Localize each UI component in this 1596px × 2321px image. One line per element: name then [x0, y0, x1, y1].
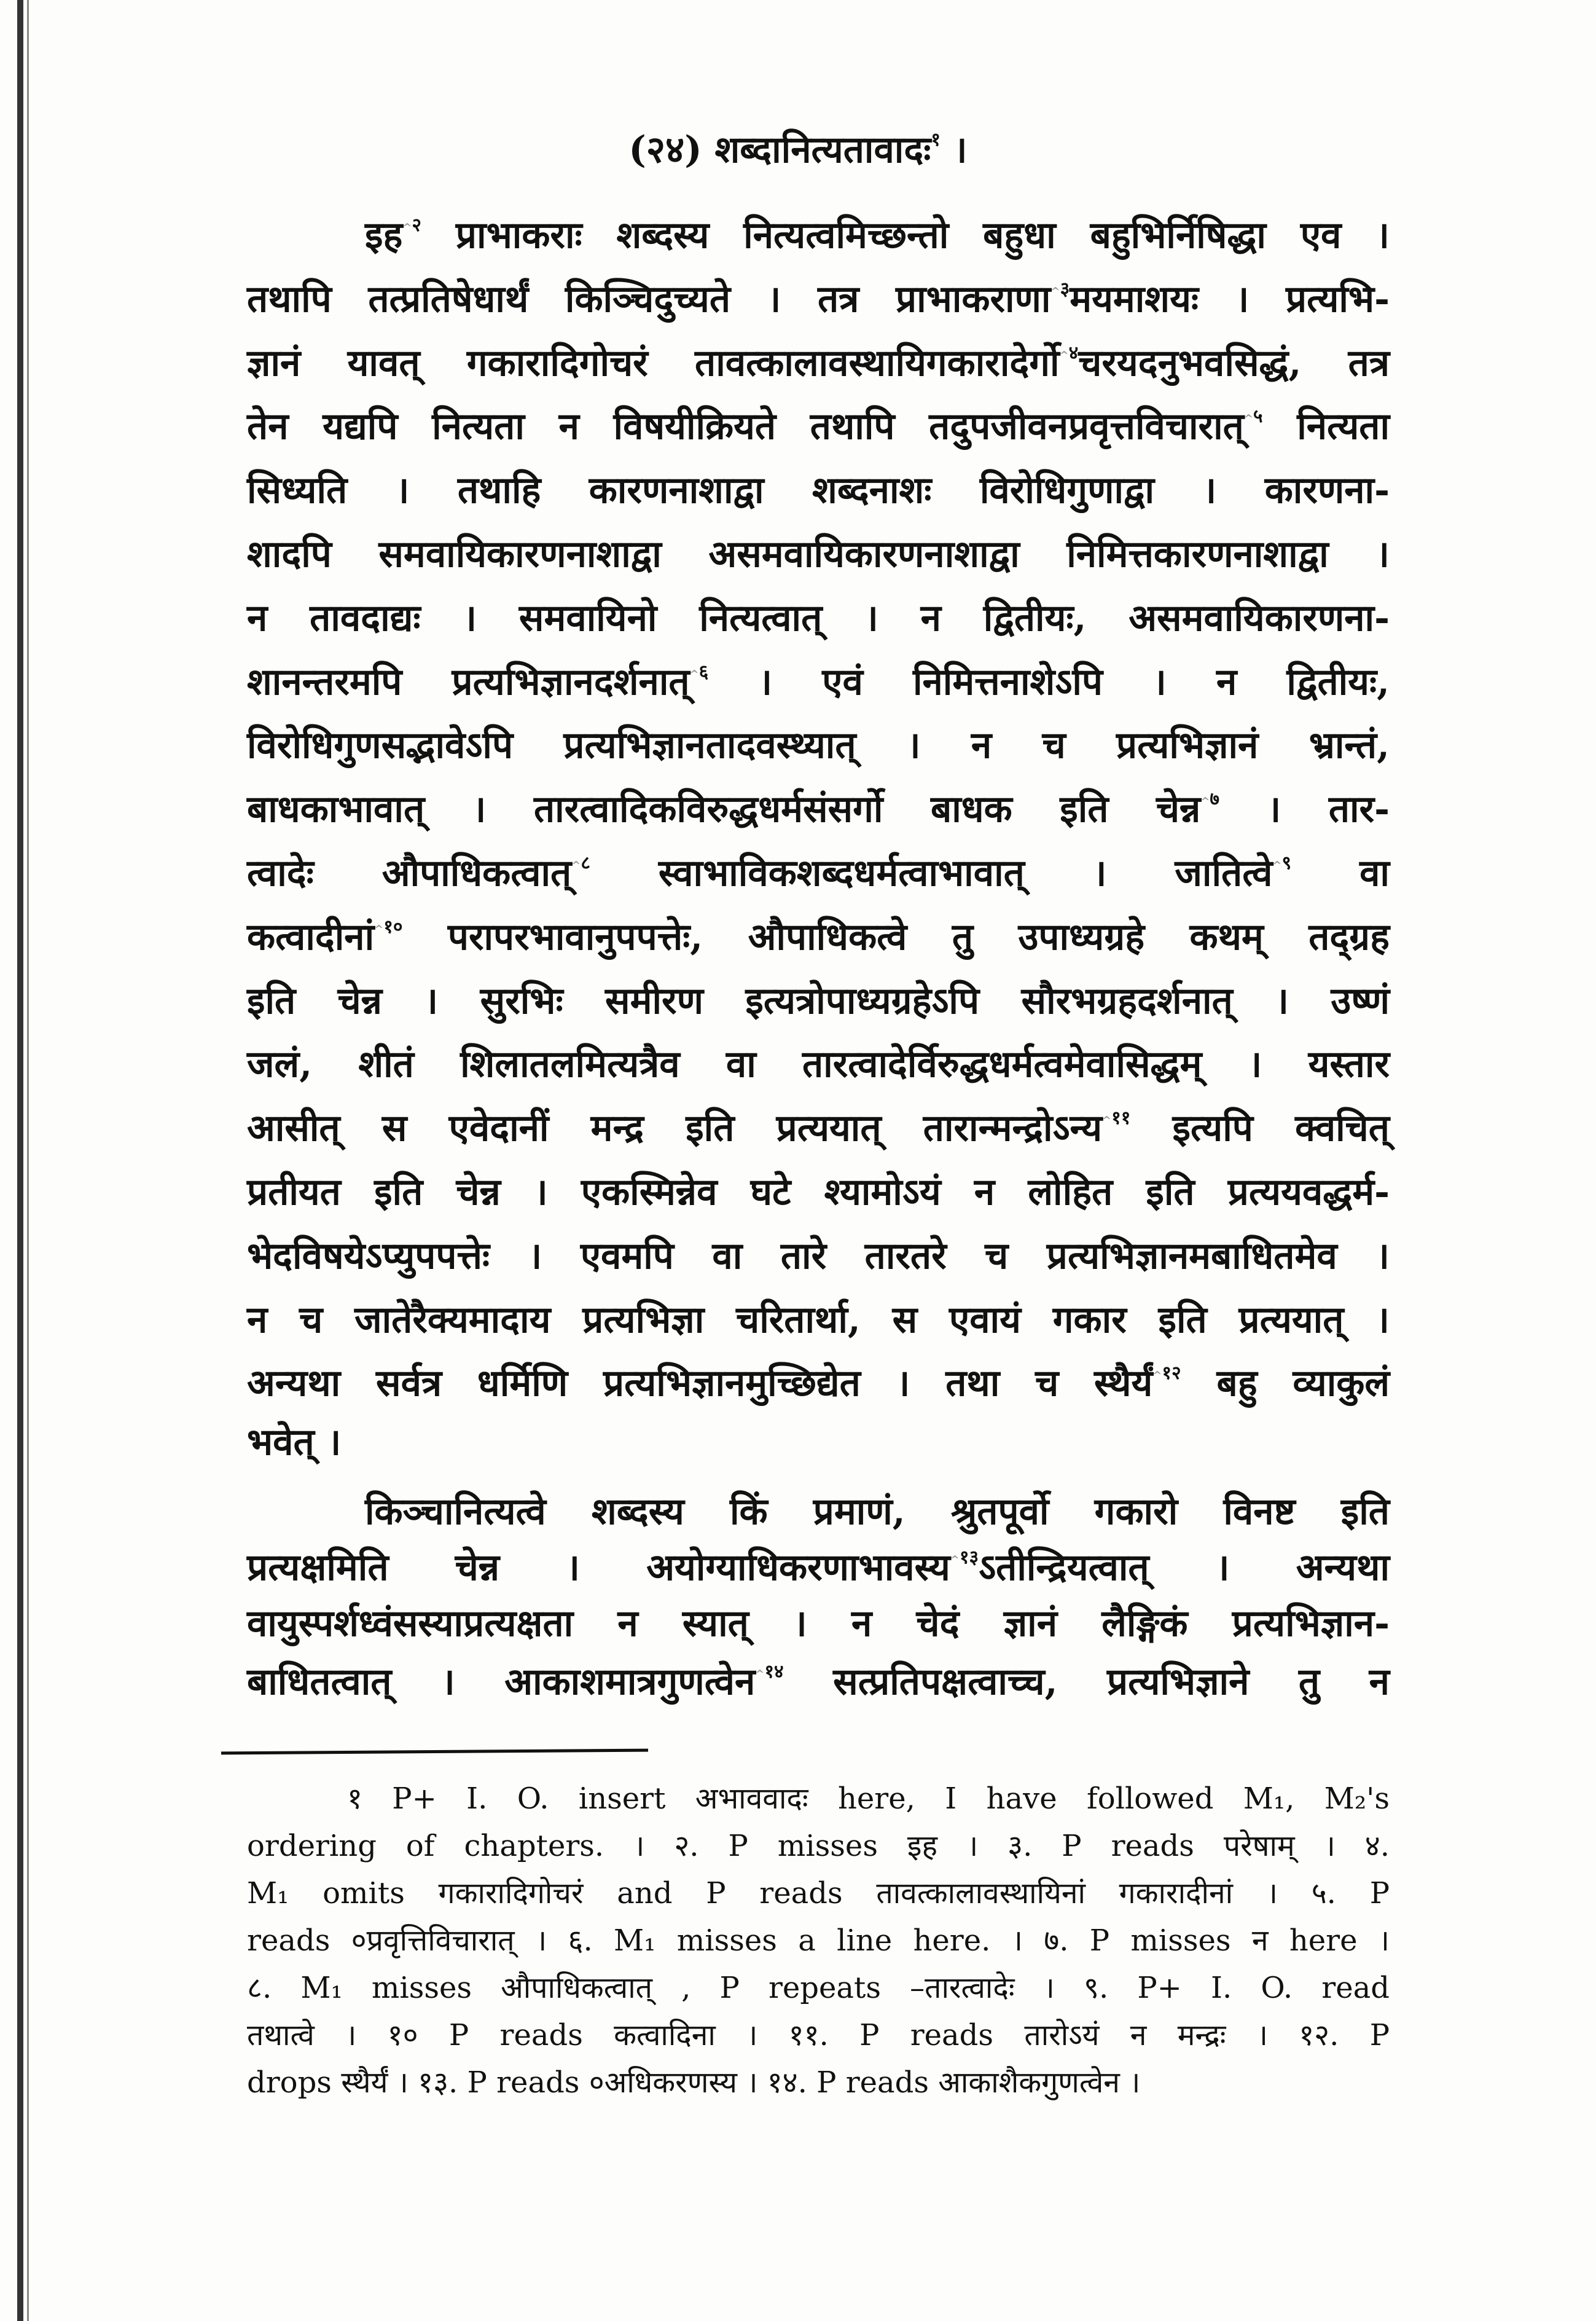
- scan-edge-line: [27, 0, 29, 2321]
- text-segment: । एवं निमित्तनाशेऽपि । न द्वितीयः,: [708, 660, 1390, 704]
- chapter-title: [0, 123, 1596, 173]
- footnote-ref: ^४: [1059, 342, 1079, 364]
- text-segment: वा: [1291, 852, 1390, 895]
- danda: ।: [953, 128, 968, 171]
- footnote-ref: ^३: [1050, 278, 1070, 300]
- text-line: [247, 272, 1390, 327]
- text-segment: प्रतीयत इति चेन्न । एकस्मिन्नेव घटे श्यामोऽयं न लोहित इति प्रत्ययवद्धर्म-: [247, 1171, 1390, 1214]
- text-segment: तेन यद्यपि नित्यता न विषयीक्रियते तथापि तदुपजीवनप्रवृत्तविचारात्: [247, 405, 1244, 449]
- text-segment: बहु व्याकुलं: [1181, 1362, 1390, 1405]
- footnote-ref: ^१३: [950, 1547, 979, 1568]
- text-line: [247, 1101, 1390, 1156]
- footnote-line: M₁ omits गकारादिगोचरं and P reads तावत्कालावस्थायिनां गकारादीनां । ५. P: [247, 1876, 1390, 1911]
- footnote-ref: ^१२: [1152, 1362, 1181, 1384]
- text-line: [247, 846, 1390, 901]
- footnote-line: तथात्वे । १० P reads कत्वादिना । ११. P reads तारोऽयं न मन्द्रः । १२. P: [247, 2018, 1390, 2052]
- text-line: [247, 1037, 1390, 1092]
- text-line: [247, 1596, 1390, 1651]
- footnote-rule: [221, 1749, 648, 1755]
- scan-edge-shadow: [17, 0, 23, 2321]
- footnote-line: १ P+ I. O. insert अभाववादः here, I have followed M₁, M₂'s: [347, 1781, 1390, 1816]
- text-line: [247, 1228, 1390, 1284]
- footnote-ref: १: [931, 129, 941, 151]
- footnote-line: ordering of chapters. । २. P misses इह । ३. P reads परेषाम् । ४.: [247, 1829, 1390, 1863]
- text-segment: त्वादेः औपाधिकत्वात्: [247, 852, 572, 895]
- text-segment: बाधकाभावात् । तारत्वादिकविरुद्धधर्मसंसर्गो बाधक इति चेन्न: [247, 788, 1201, 831]
- footnote-ref: ^१४: [755, 1661, 784, 1683]
- text-line: [247, 782, 1390, 837]
- text-segment: परापरभावानुपपत्तेः, औपाधिकत्वे तु उपाध्यग्रहे कथम् तद्ग्रह: [402, 915, 1390, 959]
- footnote-line: drops स्थैर्यं । १३. P reads ०अधिकरणस्य । १४. P reads आकाशैकगुणत्वेन ।: [247, 2065, 1141, 2100]
- text-line: [247, 1540, 1390, 1595]
- text-line: [365, 208, 1390, 263]
- text-segment: । तार-: [1219, 788, 1390, 831]
- text-segment: आसीत् स एवेदानीं मन्द्र इति प्रत्ययात् तारान्मन्द्रोऽन्य: [247, 1107, 1103, 1150]
- footnote-ref: ^११: [1102, 1107, 1131, 1129]
- text-line: [247, 336, 1390, 391]
- text-line: [247, 1292, 1390, 1348]
- text-segment: इह: [365, 214, 403, 257]
- text-line: [247, 718, 1390, 773]
- footnote-line: ८. M₁ misses औपाधिकत्वात् , P repeats –तारत्वादेः । ९. P+ I. O. read: [247, 1971, 1390, 2005]
- text-line: [247, 1654, 1390, 1710]
- text-segment: भवेत् ।: [247, 1421, 342, 1464]
- text-line: [247, 1356, 1390, 1411]
- chapter-title-text: (२४) शब्दानित्यतावादः: [628, 128, 931, 171]
- text-line: [247, 527, 1390, 582]
- text-segment: न च जातेरैक्यमादाय प्रत्यभिज्ञा चरितार्था, स एवायं गकार इति प्रत्ययात् ।: [247, 1298, 1390, 1341]
- text-segment: स्वाभाविकशब्दधर्मत्वाभावात् । जातित्वे: [590, 852, 1273, 895]
- text-segment: प्राभाकराः शब्दस्य नित्यत्वमिच्छन्तो बहुधा बहुभिर्निषिद्धा एव ।: [421, 214, 1390, 257]
- text-segment: चरयदनुभवसिद्धं, तत्र: [1078, 341, 1390, 385]
- text-line: [247, 591, 1390, 646]
- text-segment: ऽतीन्द्रियत्वात् । अन्यथा: [979, 1546, 1390, 1589]
- text-line: [247, 973, 1390, 1029]
- text-segment: इति चेन्न । सुरभिः समीरण इत्यत्रोपाध्यग्रहेऽपि सौरभग्रहदर्शनात् । उष्णं: [247, 979, 1390, 1023]
- text-segment: ज्ञानं यावत् गकारादिगोचरं तावत्कालावस्थायिगकारादेर्गो: [247, 341, 1060, 385]
- text-segment: भेदविषयेऽप्युपपत्तेः । एवमपि वा तारे तारतरे च प्रत्यभिज्ञानमबाधितमेव ।: [247, 1234, 1390, 1278]
- text-segment: तथापि तत्प्रतिषेधार्थं किञ्चिदुच्यते । तत्र प्राभाकराणा: [247, 277, 1051, 321]
- footnote-ref: ^८: [571, 852, 590, 874]
- text-segment: वायुस्पर्शध्वंसस्याप्रत्यक्षता न स्यात् । न चेदं ज्ञानं लैङ्गिकं प्रत्यभिज्ञान-: [247, 1602, 1390, 1645]
- text-segment: जलं, शीतं शिलातलमित्यत्रैव वा तारत्वादेर्विरुद्धधर्मत्वमेवासिद्धम् । यस्तार: [247, 1043, 1390, 1086]
- text-line: [247, 654, 1390, 710]
- footnote-line: reads ०प्रवृत्तिविचारात् । ६. M₁ misses a line here. । ७. P misses न here ।: [247, 1923, 1390, 1958]
- footnote-ref: ^७: [1200, 788, 1220, 811]
- text-line: [247, 399, 1390, 454]
- footnote-ref: ^९: [1272, 852, 1292, 874]
- text-segment: शादपि समवायिकारणनाशाद्वा असमवायिकारणनाशाद्वा निमित्तकारणनाशाद्वा ।: [247, 533, 1390, 576]
- text-line: [247, 1164, 1390, 1220]
- text-line: [365, 1484, 1390, 1539]
- text-segment: नित्यता: [1262, 405, 1390, 449]
- text-segment: अन्यथा सर्वत्र धर्मिणि प्रत्यभिज्ञानमुच्छिद्येत । तथा च स्थैर्यं: [247, 1362, 1153, 1405]
- text-segment: विरोधिगुणसद्भावेऽपि प्रत्यभिज्ञानतादवस्थ्यात् । न च प्रत्यभिज्ञानं भ्रान्तं,: [247, 724, 1390, 768]
- text-line: [247, 909, 1390, 965]
- text-segment: शानन्तरमपि प्रत्यभिज्ञानदर्शनात्: [247, 660, 690, 704]
- text-segment: सिध्यति । तथाहि कारणनाशाद्वा शब्दनाशः विरोधिगुणाद्वा । कारणना-: [247, 469, 1390, 513]
- text-segment: न तावदाद्यः । समवायिनो नित्यत्वात् । न द्वितीयः, असमवायिकारणना-: [247, 596, 1390, 640]
- text-segment: इत्यपि क्वचित्: [1130, 1107, 1390, 1150]
- text-segment: सत्प्रतिपक्षत्वाच्च, प्रत्यभिज्ञाने तु न: [783, 1660, 1390, 1703]
- text-segment: किञ्चानित्यत्वे शब्दस्य किं प्रमाणं, श्रुतपूर्वो गकारो विनष्ट इति: [365, 1490, 1390, 1533]
- text-segment: बाधितत्वात् । आकाशमात्रगुणत्वेन: [247, 1660, 756, 1703]
- text-segment: मयमाशयः । प्रत्यभि-: [1070, 277, 1390, 321]
- footnote-ref: ^६: [689, 661, 709, 683]
- footnote-ref: ^२: [402, 214, 422, 236]
- text-line: [247, 463, 1390, 518]
- text-segment: प्रत्यक्षमिति चेन्न । अयोग्याधिकरणाभावस्य: [247, 1546, 950, 1589]
- footnote-ref: ^५: [1243, 406, 1263, 428]
- text-line: [247, 1415, 1390, 1470]
- text-segment: कत्वादीनां: [247, 915, 375, 959]
- footnote-ref: ^१०: [374, 916, 403, 938]
